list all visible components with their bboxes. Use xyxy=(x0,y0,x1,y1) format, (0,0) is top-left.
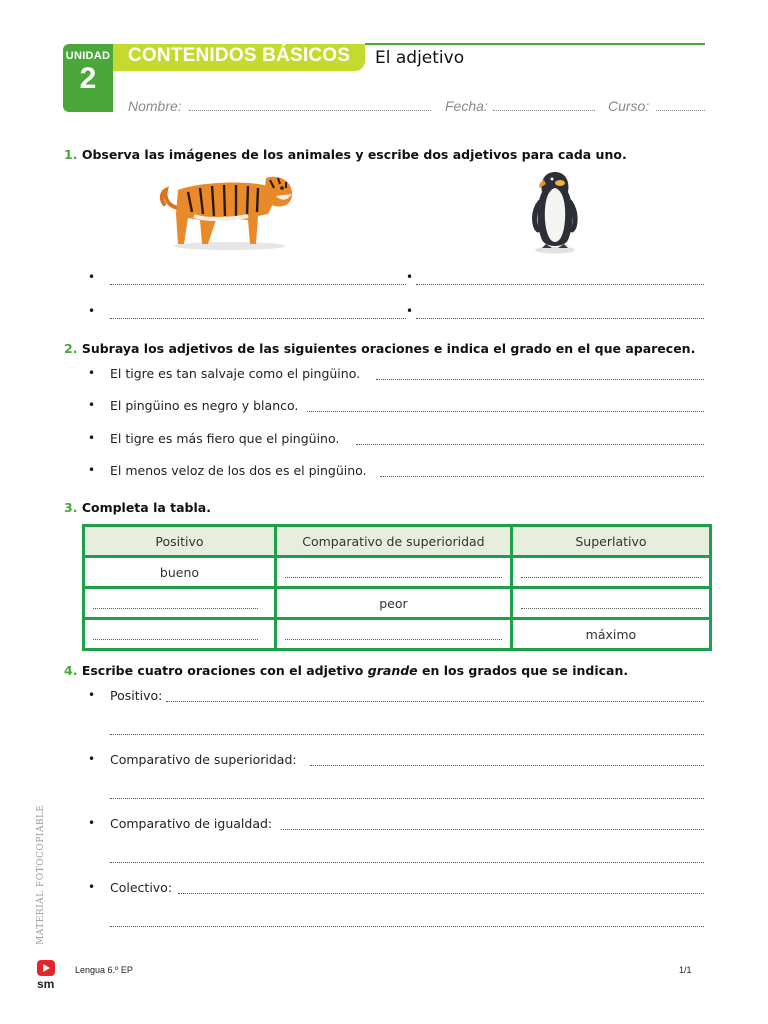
logo-text: sm xyxy=(37,977,55,991)
unit-badge xyxy=(63,44,113,112)
grade-item: Colectivo: xyxy=(110,880,173,895)
answer-line[interactable] xyxy=(110,284,406,285)
bullet: • xyxy=(88,398,96,412)
table-answer-cell[interactable] xyxy=(511,557,710,588)
course-label: Curso: xyxy=(608,98,650,114)
photocopiable-notice: MATERIAL FOTOCOPIABLE xyxy=(36,804,46,945)
table-answer-cell[interactable] xyxy=(511,588,710,619)
sentence-item: El pingüino es negro y blanco. xyxy=(110,398,299,413)
answer-line[interactable] xyxy=(178,893,704,894)
section-title: CONTENIDOS BÁSICOS xyxy=(128,45,351,66)
question-text-after: en los grados que se indican. xyxy=(422,663,629,678)
sentence-item: El tigre es tan salvaje como el pingüino. xyxy=(110,366,361,381)
student-info-row xyxy=(128,98,705,114)
answer-line[interactable] xyxy=(110,798,704,799)
grade-item: Comparativo de superioridad: xyxy=(110,752,297,767)
answer-line[interactable] xyxy=(110,926,704,927)
answer-line[interactable] xyxy=(281,829,704,830)
table-row xyxy=(84,557,711,588)
answer-line[interactable] xyxy=(310,765,704,766)
answer-line[interactable] xyxy=(166,701,704,702)
name-label: Nombre: xyxy=(128,98,182,114)
answer-line[interactable] xyxy=(110,318,406,319)
book-title: Lengua 6.º EP xyxy=(75,965,133,975)
bullet: • xyxy=(88,270,96,284)
bullet: • xyxy=(88,816,96,830)
question-4 xyxy=(64,663,628,678)
table-row xyxy=(84,588,711,619)
sentence-item: El menos veloz de los dos es el pingüino. xyxy=(110,463,367,478)
answer-line[interactable] xyxy=(380,476,704,477)
answer-line[interactable] xyxy=(307,411,704,412)
tiger-illustration xyxy=(158,168,296,252)
question-number: 2. xyxy=(64,341,78,356)
sentence-item: El tigre es más fiero que el pingüino. xyxy=(110,431,340,446)
question-number: 4. xyxy=(64,663,78,678)
answer-line[interactable] xyxy=(110,734,704,735)
publisher-logo xyxy=(37,960,59,991)
unit-label: UNIDAD xyxy=(65,50,111,62)
answer-line[interactable] xyxy=(110,862,704,863)
table-cell: bueno xyxy=(84,557,276,588)
bullet: • xyxy=(88,463,96,477)
date-field[interactable] xyxy=(493,110,595,111)
answer-line[interactable] xyxy=(356,444,704,445)
table-answer-cell[interactable] xyxy=(84,619,276,650)
play-logo-icon xyxy=(37,960,55,976)
question-text-before: Escribe cuatro oraciones con el adjetivo xyxy=(81,663,364,678)
date-label: Fecha: xyxy=(445,98,488,114)
header-rule xyxy=(365,43,705,45)
table-cell: máximo xyxy=(511,619,710,650)
question-text: Observa las imágenes de los animales y escribe dos adjetivos para cada uno. xyxy=(81,147,627,162)
bullet: • xyxy=(88,752,96,766)
grade-item: Positivo: xyxy=(110,688,163,703)
table-answer-cell[interactable] xyxy=(275,557,511,588)
unit-number: 2 xyxy=(79,62,97,95)
page-number: 1/1 xyxy=(679,965,692,975)
question-text: Subraya los adjetivos de las siguientes oraciones e indica el grado en el que aparecen. xyxy=(81,341,696,356)
bullet: • xyxy=(88,431,96,445)
table-header-cell: Superlativo xyxy=(511,526,710,557)
table-row xyxy=(84,619,711,650)
question-number: 1. xyxy=(64,147,78,162)
table-header-cell: Comparativo de superioridad xyxy=(275,526,511,557)
question-3 xyxy=(64,500,211,515)
table-header-cell: Positivo xyxy=(84,526,276,557)
bullet: • xyxy=(406,270,414,284)
question-1 xyxy=(64,147,627,162)
table-cell: peor xyxy=(275,588,511,619)
bullet: • xyxy=(88,688,96,702)
page-title: El adjetivo xyxy=(375,48,465,68)
question-text: Completa la tabla. xyxy=(81,500,211,515)
answer-line[interactable] xyxy=(376,379,704,380)
answer-line[interactable] xyxy=(416,284,704,285)
bullet: • xyxy=(88,304,96,318)
name-field[interactable] xyxy=(189,110,431,111)
question-2 xyxy=(64,341,695,356)
bullet: • xyxy=(406,304,414,318)
bullet: • xyxy=(88,880,96,894)
answer-line[interactable] xyxy=(416,318,704,319)
penguin-illustration xyxy=(530,168,580,254)
bullet: • xyxy=(88,366,96,380)
degrees-table xyxy=(82,524,712,651)
table-answer-cell[interactable] xyxy=(275,619,511,650)
course-field[interactable] xyxy=(656,110,705,111)
table-header-row xyxy=(84,526,711,557)
question-emphasis: grande xyxy=(367,663,418,678)
question-number: 3. xyxy=(64,500,78,515)
table-answer-cell[interactable] xyxy=(84,588,276,619)
grade-item: Comparativo de igualdad: xyxy=(110,816,273,831)
